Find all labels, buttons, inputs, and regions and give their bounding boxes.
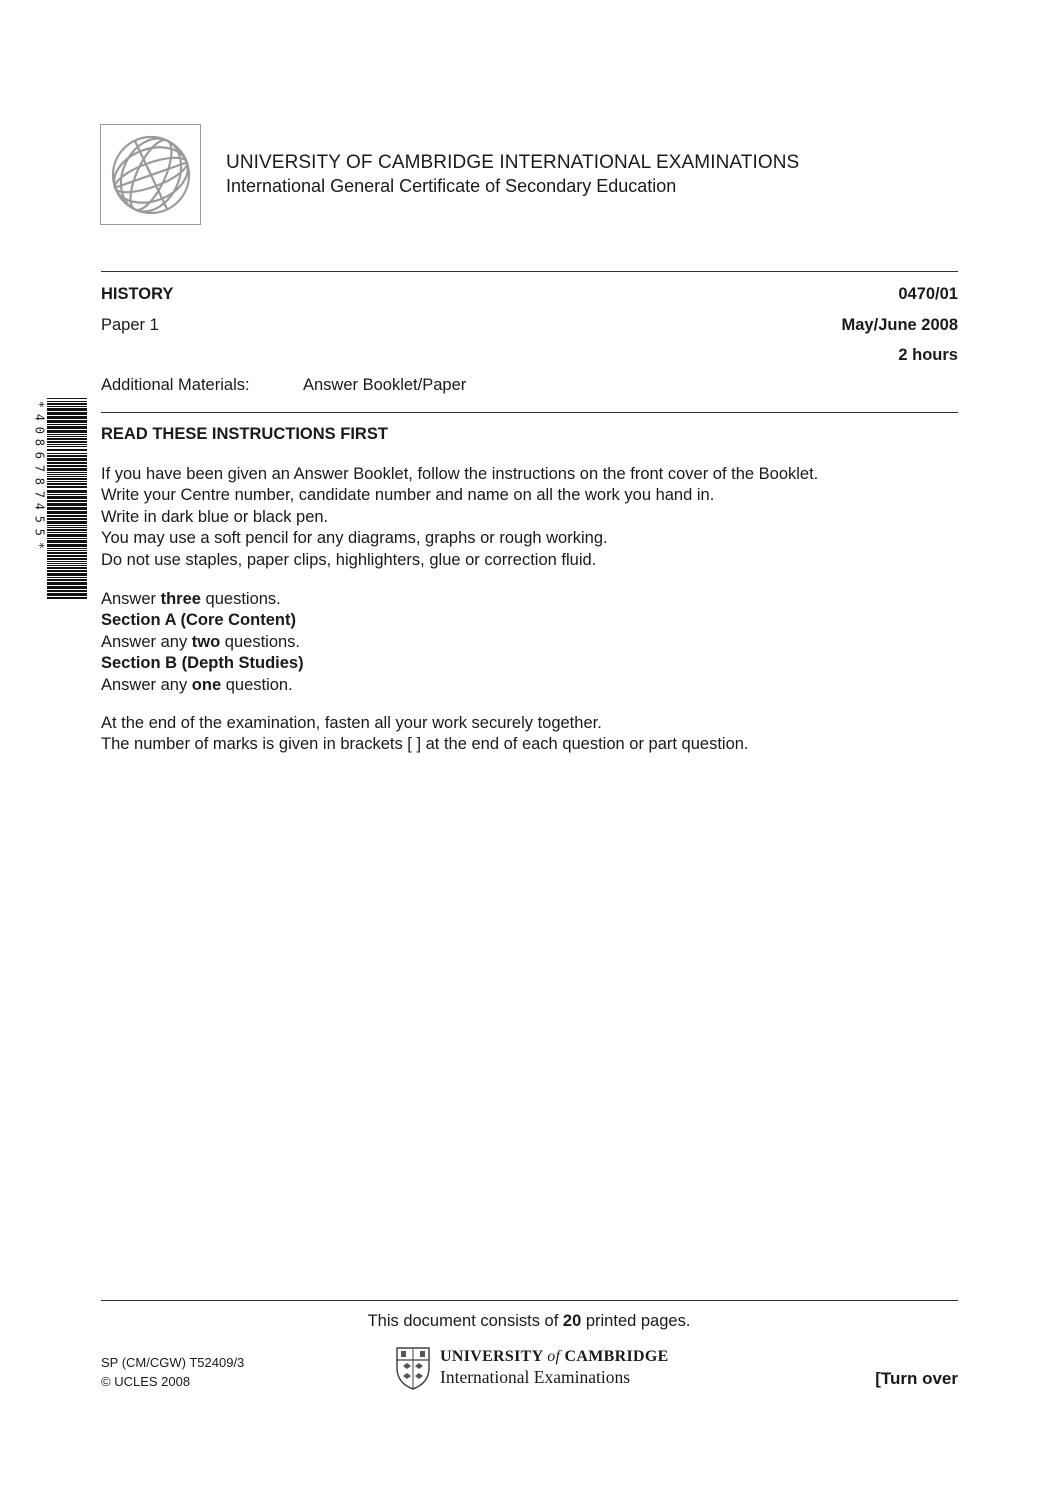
section-a-title: Section A (Core Content) bbox=[101, 611, 296, 630]
barcode-bar bbox=[47, 483, 87, 485]
barcode-bar bbox=[47, 525, 87, 526]
barcode-bar bbox=[47, 472, 87, 473]
barcode-bar bbox=[47, 561, 87, 562]
barcode-bar bbox=[47, 518, 87, 520]
barcode-digit: * bbox=[32, 400, 47, 409]
barcode-bar bbox=[47, 565, 87, 566]
emphasis: three bbox=[160, 590, 201, 608]
barcode-digit: 8 bbox=[32, 439, 47, 447]
instruction-line: The number of marks is given in brackets [ ] at the end of each question or part question. bbox=[101, 735, 749, 754]
subject-title: HISTORY bbox=[101, 285, 174, 303]
barcode-bar bbox=[47, 426, 87, 429]
barcode-bar bbox=[47, 490, 87, 493]
paper-code: 0470/01 bbox=[898, 285, 958, 303]
instruction-line: At the end of the examination, fasten all your work securely together. bbox=[101, 714, 602, 732]
answer-instructions bbox=[101, 589, 304, 696]
barcode-bar bbox=[47, 586, 87, 589]
barcode-digit: 8 bbox=[32, 477, 47, 485]
turn-over-label: [Turn over bbox=[875, 1369, 958, 1388]
barcode-digit: 0 bbox=[32, 426, 47, 434]
instructions-heading: READ THESE INSTRUCTIONS FIRST bbox=[101, 425, 388, 443]
text: question. bbox=[221, 675, 293, 694]
general-instructions bbox=[101, 464, 818, 571]
barcode-bar bbox=[47, 468, 87, 471]
barcode-bar bbox=[47, 532, 87, 533]
barcode-bar bbox=[47, 408, 87, 411]
barcode-bar bbox=[47, 515, 87, 517]
barcode-bar bbox=[47, 496, 87, 499]
barcode-bar bbox=[47, 555, 87, 557]
barcode-bar bbox=[47, 486, 87, 488]
logo-frame bbox=[100, 124, 201, 225]
barcode-bar bbox=[47, 570, 87, 572]
materials-value: Answer Booklet/Paper bbox=[303, 376, 467, 394]
answer-count-line bbox=[101, 589, 304, 610]
barcode-bar bbox=[47, 424, 87, 425]
barcode-bar bbox=[47, 420, 87, 423]
barcode-bar bbox=[47, 441, 87, 443]
barcode-bar bbox=[47, 573, 87, 576]
barcode-bar bbox=[47, 511, 87, 514]
text: questions. bbox=[200, 590, 281, 608]
text: printed pages. bbox=[581, 1312, 691, 1330]
brand-line-2: International Examinations bbox=[440, 1367, 631, 1387]
barcode-bar bbox=[47, 444, 87, 445]
barcode-bar bbox=[47, 579, 87, 581]
instruction-line: If you have been given an Answer Booklet, follow the instructions on the front cover of the Booklet. bbox=[101, 465, 819, 483]
barcode-bar bbox=[47, 503, 87, 506]
divider bbox=[101, 412, 958, 413]
barcode-digit: 7 bbox=[32, 464, 47, 472]
copyright: © UCLES 2008 bbox=[101, 1374, 191, 1389]
barcode-bar bbox=[47, 436, 87, 437]
barcode-bar bbox=[47, 406, 87, 407]
section-b-title: Section B (Depth Studies) bbox=[101, 654, 304, 673]
barcode-digit: 7 bbox=[32, 490, 47, 498]
barcode-bar bbox=[47, 548, 87, 549]
barcode-bar bbox=[47, 507, 87, 510]
barcode-bar bbox=[47, 474, 87, 475]
barcode-bar bbox=[47, 481, 87, 482]
instruction-line: Do not use staples, paper clips, highlighters, glue or correction fluid. bbox=[101, 550, 597, 569]
barcode-bar bbox=[47, 438, 87, 440]
barcode-bar bbox=[47, 567, 87, 569]
barcode-bar bbox=[47, 563, 87, 564]
barcode-bar bbox=[47, 544, 87, 547]
section-a-instruction bbox=[101, 632, 304, 653]
text: CAMBRIDGE bbox=[564, 1348, 669, 1365]
barcode-bar bbox=[47, 529, 87, 531]
text: of bbox=[547, 1348, 561, 1365]
closing-instructions bbox=[101, 713, 749, 756]
emphasis: one bbox=[191, 675, 222, 694]
text: This document consists of bbox=[367, 1312, 563, 1330]
cambridge-crest-icon bbox=[395, 1346, 431, 1390]
barcode-bar bbox=[47, 494, 87, 495]
barcode-bar bbox=[47, 521, 87, 524]
brand-line-1 bbox=[440, 1348, 669, 1366]
text: Answer any bbox=[101, 675, 192, 694]
barcode-bar bbox=[47, 540, 87, 543]
barcode-bar bbox=[47, 398, 87, 399]
paper-number: Paper 1 bbox=[101, 316, 159, 334]
barcode-bar bbox=[47, 590, 87, 592]
barcode-bar bbox=[47, 597, 87, 599]
barcode-bar bbox=[47, 534, 87, 537]
barcode-bar bbox=[47, 593, 87, 596]
barcode-bar bbox=[47, 462, 87, 464]
barcode-bar bbox=[47, 401, 87, 402]
barcode-bar bbox=[47, 449, 87, 451]
org-subtitle: International General Certificate of Secondary Education bbox=[226, 176, 677, 196]
barcode-bar bbox=[47, 500, 87, 502]
barcode-digit: 4 bbox=[32, 503, 47, 511]
page-count-line bbox=[0, 1312, 1058, 1331]
text: UNIVERSITY bbox=[440, 1348, 543, 1365]
barcode-bar bbox=[47, 552, 87, 554]
barcode-digit: 5 bbox=[32, 528, 47, 536]
barcode-bar bbox=[47, 538, 87, 539]
barcode-bar bbox=[47, 416, 87, 419]
instruction-line: You may use a soft pencil for any diagrams, graphs or rough working. bbox=[101, 529, 608, 548]
text: Answer any bbox=[101, 632, 192, 651]
barcode-bar bbox=[47, 550, 87, 551]
barcode-bar bbox=[47, 577, 87, 578]
globe-icon bbox=[109, 133, 193, 217]
barcode-bar bbox=[47, 412, 87, 415]
barcode-bar bbox=[47, 458, 87, 461]
barcode-bar bbox=[47, 478, 87, 480]
barcode-bar bbox=[47, 430, 87, 433]
barcode-bar bbox=[47, 453, 87, 454]
section-b-instruction bbox=[101, 675, 304, 696]
barcode-bar bbox=[47, 527, 87, 528]
page-count: 20 bbox=[562, 1312, 582, 1330]
exam-session: May/June 2008 bbox=[841, 316, 958, 334]
exam-duration: 2 hours bbox=[898, 346, 958, 364]
divider bbox=[101, 271, 958, 272]
barcode-digit: 5 bbox=[32, 515, 47, 524]
barcode-bar bbox=[47, 476, 87, 477]
instruction-line: Write in dark blue or black pen. bbox=[101, 507, 329, 526]
org-title: UNIVERSITY OF CAMBRIDGE INTERNATIONAL EXAMINATIONS bbox=[226, 152, 800, 173]
barcode-bar bbox=[47, 465, 87, 467]
barcode-bar bbox=[47, 434, 87, 435]
instruction-line: Write your Centre number, candidate number and name on all the work you hand in. bbox=[101, 486, 715, 505]
reference-code: SP (CM/CGW) T52409/3 bbox=[101, 1355, 245, 1370]
barcode-bar bbox=[47, 455, 87, 457]
barcode-bar bbox=[47, 558, 87, 560]
text: questions. bbox=[220, 632, 301, 651]
barcode-bar bbox=[47, 403, 87, 405]
materials-label: Additional Materials: bbox=[101, 376, 250, 394]
barcode-bar bbox=[47, 446, 87, 447]
barcode-bar bbox=[47, 582, 87, 585]
divider bbox=[101, 1300, 958, 1301]
emphasis: two bbox=[191, 632, 221, 651]
text: Answer bbox=[101, 590, 161, 608]
barcode-digit: 4 bbox=[32, 413, 47, 421]
barcode-digits bbox=[32, 398, 46, 552]
barcode-digit: 6 bbox=[32, 451, 47, 460]
barcode-digit: * bbox=[32, 541, 47, 549]
